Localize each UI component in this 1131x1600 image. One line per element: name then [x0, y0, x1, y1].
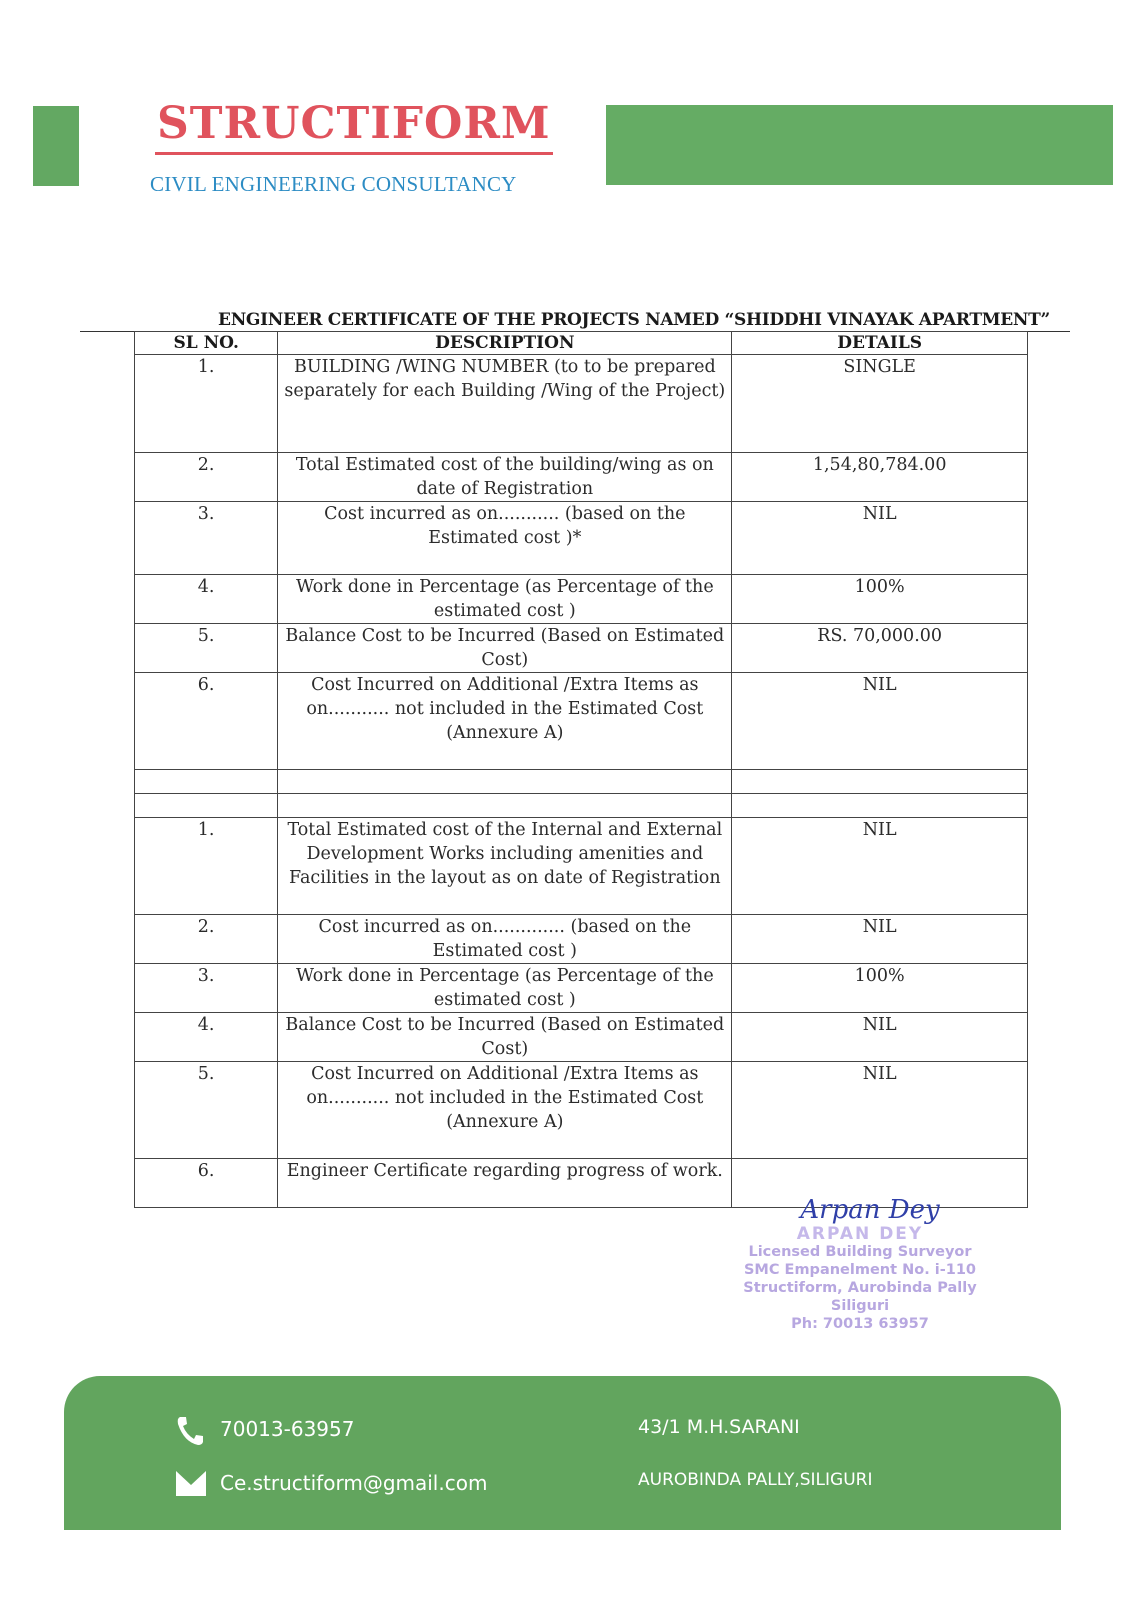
table-row	[135, 355, 1028, 453]
footer-address-line2: AUROBINDA PALLY,SILIGURI	[638, 1470, 873, 1490]
cell-description: Cost Incurred on Additional /Extra Items as on........... not included in the Estimated Cost (Annexure A)	[278, 1062, 732, 1159]
cell-sl: 2.	[135, 453, 278, 502]
brand-subtitle: CIVIL ENGINEERING CONSULTANCY	[150, 172, 517, 196]
cell-empty	[278, 770, 732, 794]
cell-sl: 5.	[135, 624, 278, 673]
cell-description: Cost Incurred on Additional /Extra Items as on........... not included in the Estimated Cost (Annexure A)	[278, 673, 732, 770]
signature: Arpan Dey	[800, 1195, 940, 1225]
cell-sl: 6.	[135, 1159, 278, 1208]
stamp-line-license: Licensed Building Surveyor	[748, 1244, 972, 1260]
cell-description: Engineer Certificate regarding progress of work.	[278, 1159, 732, 1208]
footer-email-address: Ce.structiform@gmail.com	[220, 1471, 488, 1495]
cell-description: Work done in Percentage (as Percentage of the estimated cost )	[278, 575, 732, 624]
cell-sl: 5.	[135, 1062, 278, 1159]
column-header-description: DESCRIPTION	[278, 332, 732, 355]
certificate-table	[134, 331, 1028, 1208]
cell-sl: 4.	[135, 575, 278, 624]
cell-sl: 3.	[135, 502, 278, 575]
cell-sl: 1.	[135, 355, 278, 453]
cell-empty	[732, 794, 1028, 818]
cell-description: BUILDING /WING NUMBER (to to be prepared separately for each Building /Wing of the Project)	[278, 355, 732, 453]
footer-phone-number: 70013-63957	[220, 1417, 355, 1441]
cell-empty	[732, 770, 1028, 794]
cell-description: Cost incurred as on........... (based on the Estimated cost )*	[278, 502, 732, 575]
cell-empty	[278, 794, 732, 818]
cell-sl: 6.	[135, 673, 278, 770]
stamp-line-empanelment: SMC Empanelment No. i-110	[743, 1262, 977, 1278]
cell-description: Cost incurred as on............. (based on the Estimated cost )	[278, 915, 732, 964]
engineer-stamp	[735, 1195, 985, 1333]
table-header-row	[135, 332, 1028, 355]
phone-icon	[174, 1414, 208, 1444]
brand-logo	[155, 98, 551, 155]
table-row	[135, 818, 1028, 915]
footer-phone	[174, 1414, 354, 1444]
cell-details: NIL	[732, 1062, 1028, 1159]
header-green-block-left	[33, 106, 79, 186]
brand-name: STRUCTIFORM	[155, 98, 553, 155]
cell-description: Balance Cost to be Incurred (Based on Estimated Cost)	[278, 624, 732, 673]
table-row	[135, 624, 1028, 673]
stamp-line-city: Siliguri	[830, 1298, 890, 1314]
cell-sl: 4.	[135, 1013, 278, 1062]
stamp-line-phone: Ph: 70013 63957	[791, 1316, 929, 1332]
table-row	[135, 502, 1028, 575]
stamp-name: ARPAN DEY	[796, 1224, 924, 1244]
table-row-empty	[135, 794, 1028, 818]
table-row	[135, 964, 1028, 1013]
cell-sl: 3.	[135, 964, 278, 1013]
cell-empty	[135, 794, 278, 818]
footer-address-line1: 43/1 M.H.SARANI	[638, 1416, 800, 1438]
cell-description: Total Estimated cost of the building/wing as on date of Registration	[278, 453, 732, 502]
table-row-empty	[135, 770, 1028, 794]
cell-details: 100%	[732, 575, 1028, 624]
cell-description: Work done in Percentage (as Percentage of the estimated cost )	[278, 964, 732, 1013]
table-row	[135, 1062, 1028, 1159]
certificate-title: ENGINEER CERTIFICATE OF THE PROJECTS NAMED “SHIDDHI VINAYAK APARTMENT”	[80, 309, 1070, 332]
table-row	[135, 575, 1028, 624]
stamp-line-firm: Structiform, Aurobinda Pally	[743, 1280, 977, 1296]
cell-details: RS. 70,000.00	[732, 624, 1028, 673]
cell-details: NIL	[732, 673, 1028, 770]
cell-description: Total Estimated cost of the Internal and External Development Works including amenities and Facilities in the layout as on date of Registration	[278, 818, 732, 915]
cell-details: SINGLE	[732, 355, 1028, 453]
cell-details: 100%	[732, 964, 1028, 1013]
table-row	[135, 915, 1028, 964]
footer-banner	[64, 1376, 1061, 1530]
cell-details: NIL	[732, 1013, 1028, 1062]
cell-sl: 1.	[135, 818, 278, 915]
cell-description: Balance Cost to be Incurred (Based on Estimated Cost)	[278, 1013, 732, 1062]
cell-details: NIL	[732, 502, 1028, 575]
cell-details: 1,54,80,784.00	[732, 453, 1028, 502]
table-row	[135, 673, 1028, 770]
column-header-sl-no: SL NO.	[135, 332, 278, 355]
cell-details: NIL	[732, 818, 1028, 915]
header-green-bar-right	[606, 105, 1113, 185]
envelope-icon	[174, 1468, 208, 1498]
cell-sl: 2.	[135, 915, 278, 964]
column-header-details: DETAILS	[732, 332, 1028, 355]
cell-details: NIL	[732, 915, 1028, 964]
cell-empty	[135, 770, 278, 794]
table-row	[135, 453, 1028, 502]
footer-email	[174, 1468, 487, 1498]
table-row	[135, 1013, 1028, 1062]
